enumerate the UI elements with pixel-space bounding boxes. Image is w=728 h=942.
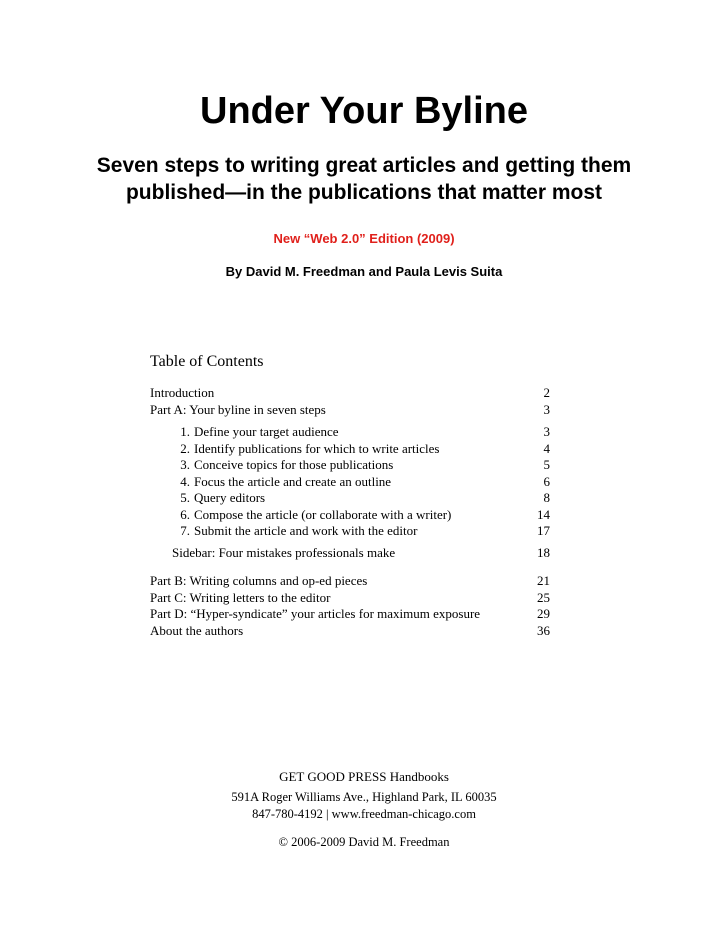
toc-step-label: Query editors	[194, 490, 266, 505]
toc-entry-part-a	[150, 402, 550, 419]
toc-step-label: Identify publications for which to write articles	[194, 440, 440, 456]
toc-entry-page: 36	[537, 622, 550, 638]
copyright-notice: © 2006-2009 David M. Freedman	[278, 835, 450, 849]
toc-entry-page: 25	[537, 589, 550, 605]
subtitle	[0, 152, 728, 206]
toc-step-2	[150, 441, 550, 458]
toc-step-label: Submit the article and work with the editor	[194, 523, 418, 538]
toc-step-7	[150, 523, 550, 540]
toc-entry-part-b	[150, 573, 550, 590]
toc-entry-page: 14	[537, 506, 550, 522]
publisher-address: 591A Roger Williams Ave., Highland Park, IL 60035	[231, 790, 497, 804]
page-title: Under Your Byline	[200, 90, 528, 132]
toc-entry-about-authors	[150, 623, 550, 640]
toc-entry-page: 29	[537, 606, 550, 621]
toc-entry-page: 4	[543, 440, 550, 456]
toc-entry-page: 17	[537, 523, 550, 538]
toc-parts-list	[150, 573, 550, 639]
authors-line: By David M. Freedman and Paula Levis Suita	[225, 264, 503, 279]
toc-entry-page: 21	[537, 573, 550, 588]
toc-step-3	[150, 457, 550, 474]
toc-entry-label: Part C: Writing letters to the editor	[150, 589, 331, 605]
toc-entry-label: Part A: Your byline in seven steps	[150, 401, 326, 417]
toc-step-label: Focus the article and create an outline	[194, 473, 392, 489]
toc-step-number: 6.	[180, 506, 190, 522]
toc-step-6	[150, 507, 550, 524]
toc-entry-page: 6	[543, 473, 550, 489]
toc-entry-label: Part B: Writing columns and op-ed pieces	[150, 573, 368, 588]
edition-label: New “Web 2.0” Edition (2009)	[273, 231, 455, 246]
toc-step-number: 5.	[180, 490, 190, 505]
toc-entry-part-d	[150, 606, 550, 623]
toc-step-label: Compose the article (or collaborate with a writer)	[194, 506, 452, 522]
subtitle-line-2: published—in the publications that matter most	[125, 181, 603, 204]
toc-heading: Table of Contents	[150, 353, 264, 370]
toc-entry-part-c	[150, 590, 550, 607]
subtitle-line-1: Seven steps to writing great articles and getting them	[96, 154, 632, 177]
toc-entry-page: 5	[543, 457, 550, 472]
table-of-contents	[150, 352, 550, 639]
toc-entry-label: Sidebar: Four mistakes professionals make	[172, 544, 396, 560]
toc-step-label: Define your target audience	[194, 424, 339, 439]
toc-step-4	[150, 474, 550, 491]
toc-entry-label: Introduction	[150, 385, 215, 400]
toc-entry-sidebar	[150, 545, 550, 562]
toc-entry-label: Part D: “Hyper-syndicate” your articles for maximum exposure	[150, 606, 481, 621]
toc-steps-list	[150, 424, 550, 540]
toc-step-number: 3.	[180, 457, 190, 472]
toc-entry-page: 18	[537, 544, 550, 560]
toc-step-number: 4.	[180, 473, 190, 489]
toc-step-number: 7.	[180, 523, 190, 538]
toc-step-number: 2.	[180, 440, 190, 456]
toc-step-label: Conceive topics for those publications	[194, 457, 394, 472]
toc-entry-label: About the authors	[150, 622, 244, 638]
toc-entry-introduction	[150, 385, 550, 402]
toc-step-1	[150, 424, 550, 441]
toc-step-5	[150, 490, 550, 507]
toc-entry-page: 3	[543, 424, 550, 439]
toc-entry-page: 8	[543, 490, 550, 505]
toc-entry-page: 2	[543, 385, 550, 400]
toc-step-number: 1.	[180, 424, 190, 439]
publisher-contact: 847-780-4192 | www.freedman-chicago.com	[252, 807, 476, 821]
publisher-name: GET GOOD PRESS Handbooks	[279, 769, 449, 784]
toc-entry-page: 3	[543, 401, 550, 417]
